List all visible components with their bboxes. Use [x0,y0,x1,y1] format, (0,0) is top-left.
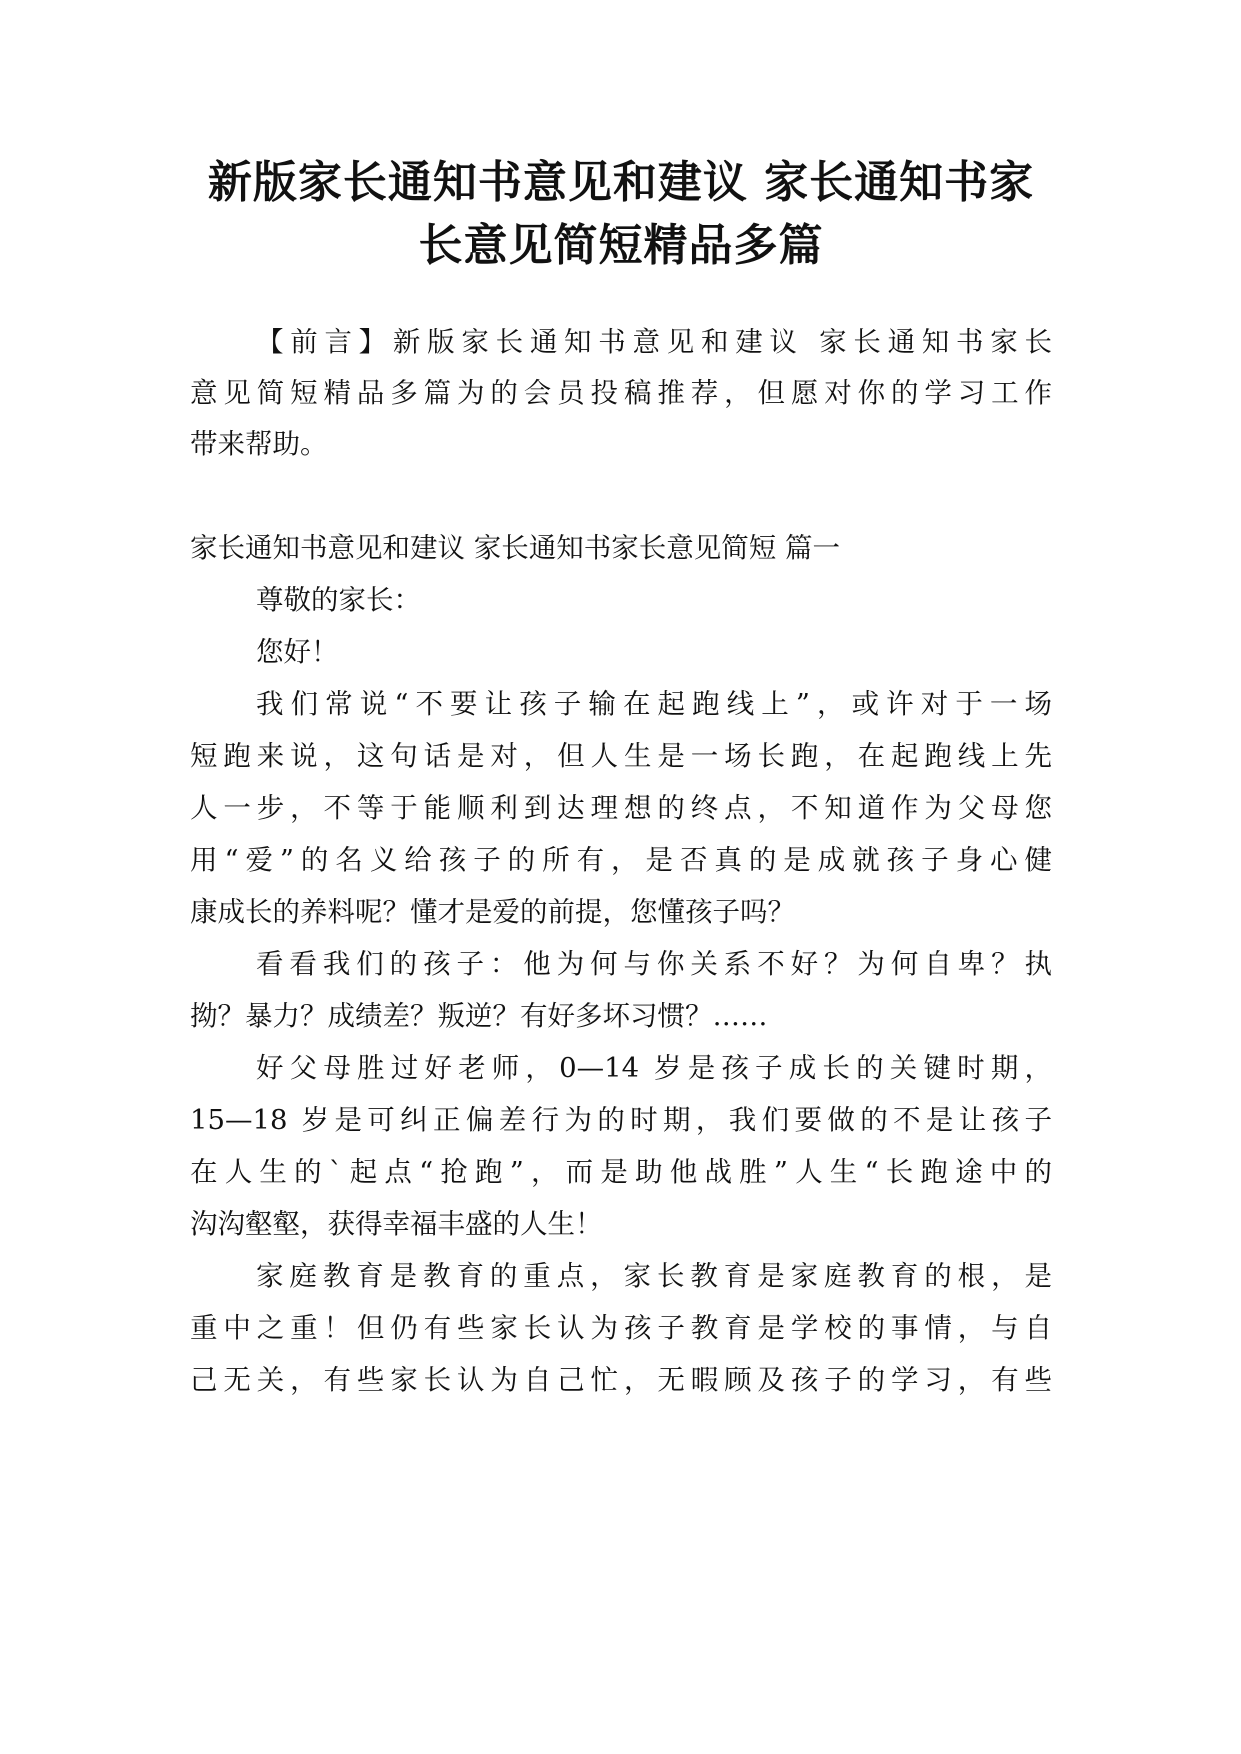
paragraph-line: 用“爱”的名义给孩子的所有，是否真的是成就孩子身心健 [190,844,1052,876]
document-title-line-2: 长意见简短精品多篇 [418,220,824,271]
paragraph-line: 人一步，不等于能顺利到达理想的终点，不知道作为父母您 [190,792,1052,824]
preface-line: 带来帮助。 [190,428,328,460]
preface-line: 【前言】新版家长通知书意见和建议 家长通知书家长 [256,326,1052,358]
paragraph-line: 拗？暴力？成绩差？叛逆？有好多坏习惯？…… [190,1000,768,1032]
paragraph-line: 15—18 岁是可纠正偏差行为的时期，我们要做的不是让孩子 [190,1104,1052,1136]
salutation: 尊敬的家长： [256,584,421,616]
paragraph-line: 沟沟壑壑，获得幸福丰盛的人生！ [190,1208,603,1240]
paragraph-line: 康成长的养料呢？懂才是爱的前提，您懂孩子吗？ [190,896,795,928]
paragraph-line: 在人生的`起点“抢跑”，而是助他战胜”人生“长跑途中的 [190,1156,1052,1188]
paragraph-line: 短跑来说，这句话是对，但人生是一场长跑，在起跑线上先 [190,740,1052,772]
paragraph-line: 我们常说“不要让孩子输在起跑线上”，或许对于一场 [256,688,1052,720]
paragraph-line: 好父母胜过好老师，0—14 岁是孩子成长的关键时期， [256,1052,1052,1084]
preface-line: 意见简短精品多篇为的会员投稿推荐，但愿对你的学习工作 [190,377,1052,409]
document-title-line-1: 新版家长通知书意见和建议 家长通知书家 [207,157,1035,208]
paragraph-line: 己无关，有些家长认为自己忙，无暇顾及孩子的学习，有些 [190,1364,1052,1396]
section-heading: 家长通知书意见和建议 家长通知书家长意见简短 篇一 [190,532,840,564]
greeting: 您好！ [256,636,339,668]
paragraph-line: 看看我们的孩子：他为何与你关系不好？为何自卑？执 [256,948,1052,980]
paragraph-line: 重中之重！但仍有些家长认为孩子教育是学校的事情，与自 [190,1312,1052,1344]
paragraph-line: 家庭教育是教育的重点，家长教育是家庭教育的根，是 [256,1260,1052,1292]
